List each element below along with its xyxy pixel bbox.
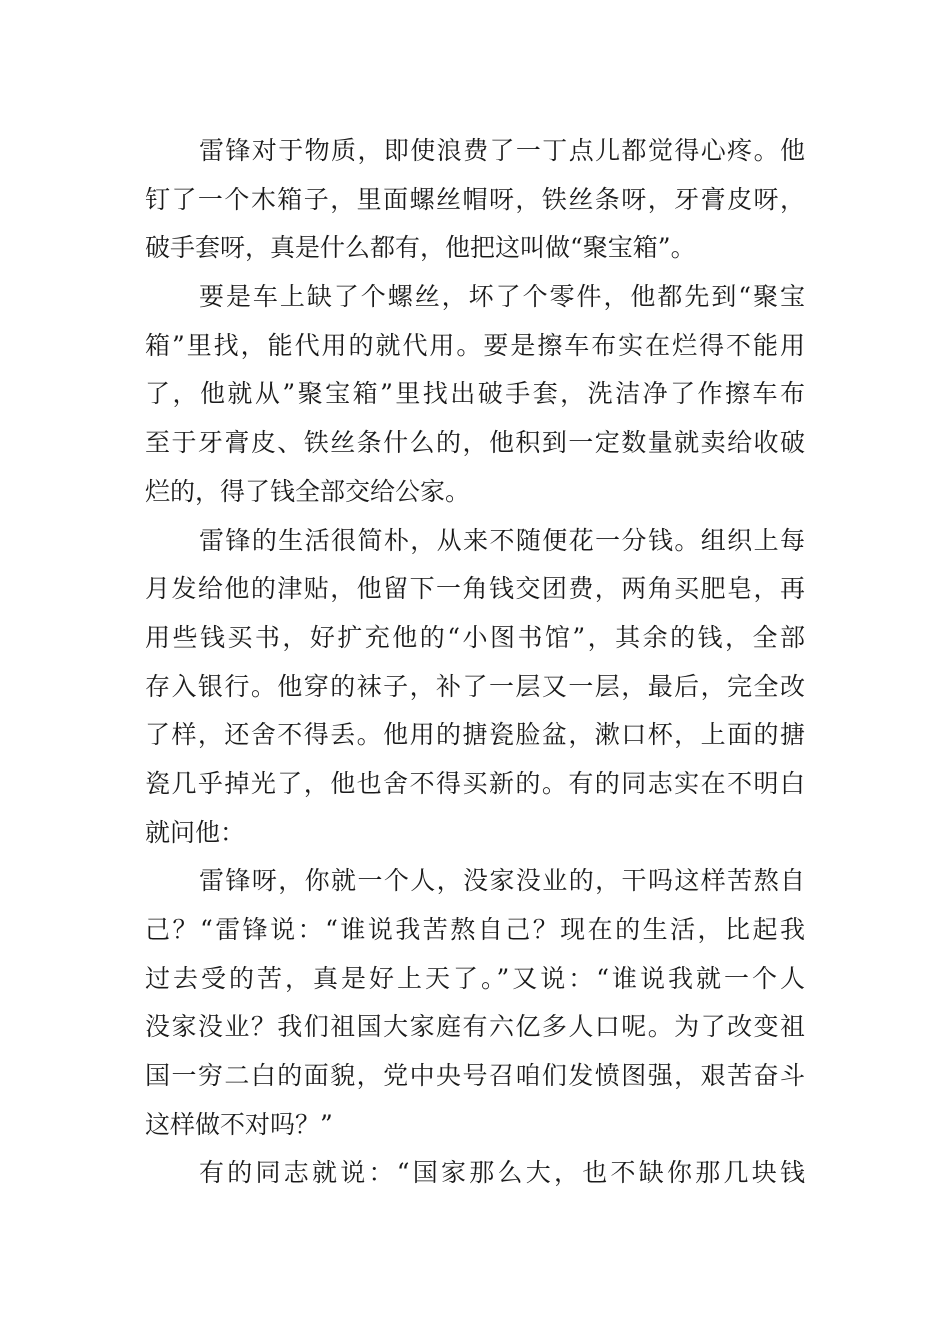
body-text <box>145 127 805 1198</box>
text-line-7: 至于牙膏皮、铁丝条什么的，他积到一定数量就卖给收破 <box>145 428 805 458</box>
text-line-12: 存入银行。他穿的袜子，补了一层又一层，最后，完全改 <box>145 671 805 701</box>
text-line-19: 没家没业？我们祖国大家庭有六亿多人口呢。为了改变祖 <box>145 1012 805 1042</box>
text-line-6: 了，他就从”聚宝箱”里找出破手套，洗洁净了作擦车布 <box>145 379 805 409</box>
text-line-14: 瓷几乎掉光了，他也舍不得买新的。有的同志实在不明白 <box>145 768 805 798</box>
text-line-13: 了样，还舍不得丢。他用的搪瓷脸盆，漱口杯，上面的搪 <box>145 720 805 750</box>
text-line-22: 有的同志就说：“国家那么大，也不缺你那几块钱 <box>199 1158 805 1188</box>
text-line-11: 用些钱买书，好扩充他的“小图书馆”，其余的钱，全部 <box>145 622 805 652</box>
text-line-1: 雷锋对于物质，即使浪费了一丁点儿都觉得心疼。他 <box>199 136 805 165</box>
text-line-20: 国一穷二白的面貌，党中央号召咱们发愤图强，艰苦奋斗 <box>145 1061 805 1091</box>
text-line-16: 雷锋呀，你就一个人，没家没业的，干吗这样苦熬自 <box>199 866 805 896</box>
text-line-9: 雷锋的生活很简朴，从来不随便花一分钱。组织上每 <box>199 525 805 555</box>
text-line-17: 己？“雷锋说：“谁说我苦熬自己？现在的生活，比起我 <box>145 915 805 944</box>
text-line-18: 过去受的苦，真是好上天了。”又说：“谁说我就一个人 <box>145 963 805 993</box>
text-line-5: 箱”里找，能代用的就代用。要是擦车布实在烂得不能用 <box>145 330 805 360</box>
text-line-10: 月发给他的津贴，他留下一角钱交团费，两角买肥皂，再 <box>145 574 805 604</box>
text-line-2: 钉了一个木箱子，里面螺丝帽呀，铁丝条呀，牙膏皮呀， <box>145 184 805 214</box>
text-line-21: 这样做不对吗？” <box>145 1109 333 1139</box>
text-line-15: 就问他： <box>145 817 246 847</box>
text-line-4: 要是车上缺了个螺丝，坏了个零件，他都先到“聚宝 <box>199 282 805 312</box>
text-line-8: 烂的，得了钱全部交给公家。 <box>145 476 471 506</box>
text-line-3: 破手套呀，真是什么都有，他把这叫做“聚宝箱”。 <box>145 233 696 263</box>
